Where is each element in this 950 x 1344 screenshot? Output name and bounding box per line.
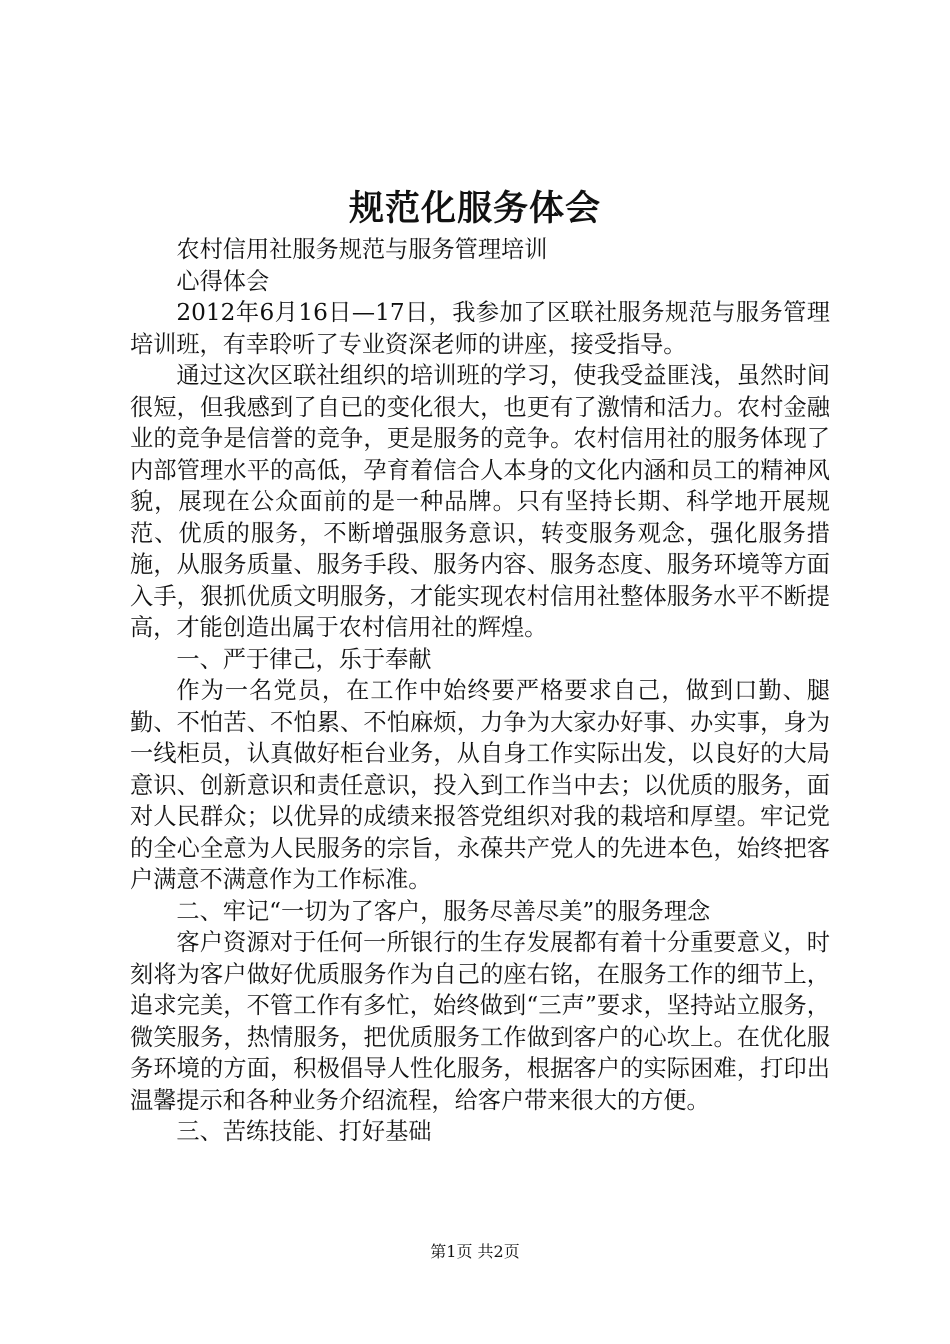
paragraph: 农村信用社服务规范与服务管理培训 bbox=[176, 236, 548, 263]
paragraph: 心得体会 bbox=[176, 267, 270, 295]
section-heading: 三、苦练技能、打好基础 bbox=[176, 1118, 432, 1145]
paragraph: 2012年6月16日—17日，我参加了区联社服务规范与服务管理培训班，有幸聆听了专业资深老师的讲座，接受指导。 bbox=[130, 299, 830, 358]
paragraph: 客户资源对于任何一所银行的生存发展都有着十分重要意义，时刻将为客户做好优质服务作为自己的座右铭，在服务工作的细节上，追求完美，不管工作有多忙，始终做到“三声”要求，坚持站立服务，微笑服务，热情服务，把优质服务工作做到客户的心坎上。在优化服务环境的方面，积极倡导人性化服务，根据客户的实际困难，打印出温馨提示和各种业务介绍流程，给客户带来很大的方便。 bbox=[130, 929, 830, 1114]
paragraph: 作为一名党员，在工作中始终要严格要求自己，做到口勤、腿勤、不怕苦、不怕累、不怕麻烦，力争为大家办好事、办实事，身为一线柜员，认真做好柜台业务，从自身工作实际出发，以良好的大局意识、创新意识和责任意识，投入到工作当中去；以优质的服务，面对人民群众；以优异的成绩来报答党组织对我的栽培和厚望。牢记党的全心全意为人民服务的宗旨，永葆共产党人的先进本色，始终把客户满意不满意作为工作标准。 bbox=[130, 677, 830, 893]
section-heading: 一、严于律己，乐于奉献 bbox=[176, 645, 432, 673]
document-title: 规范化服务体会 bbox=[348, 188, 601, 229]
document-body bbox=[130, 234, 830, 1148]
section-heading: 二、牢记“一切为了客户，服务尽善尽美”的服务理念 bbox=[176, 897, 711, 925]
paragraph: 通过这次区联社组织的培训班的学习，使我受益匪浅，虽然时间很短，但我感到了自已的变化很大，也更有了激情和活力。农村金融业的竞争是信誉的竞争，更是服务的竞争。农村信用社的服务体现了内部管理水平的高低，孕育着信合人本身的文化内涵和员工的精神风貌，展现在公众面前的是一种品牌。只有坚持长期、科学地开展规范、优质的服务，不断增强服务意识，转变服务观念，强化服务措施，从服务质量、服务手段、服务内容、服务态度、服务环境等方面入手，狠抓优质文明服务，才能实现农村信用社整体服务水平不断提高，才能创造出属于农村信用社的辉煌。 bbox=[130, 362, 830, 641]
page-footer: 第1页 共2页 bbox=[430, 1242, 520, 1261]
